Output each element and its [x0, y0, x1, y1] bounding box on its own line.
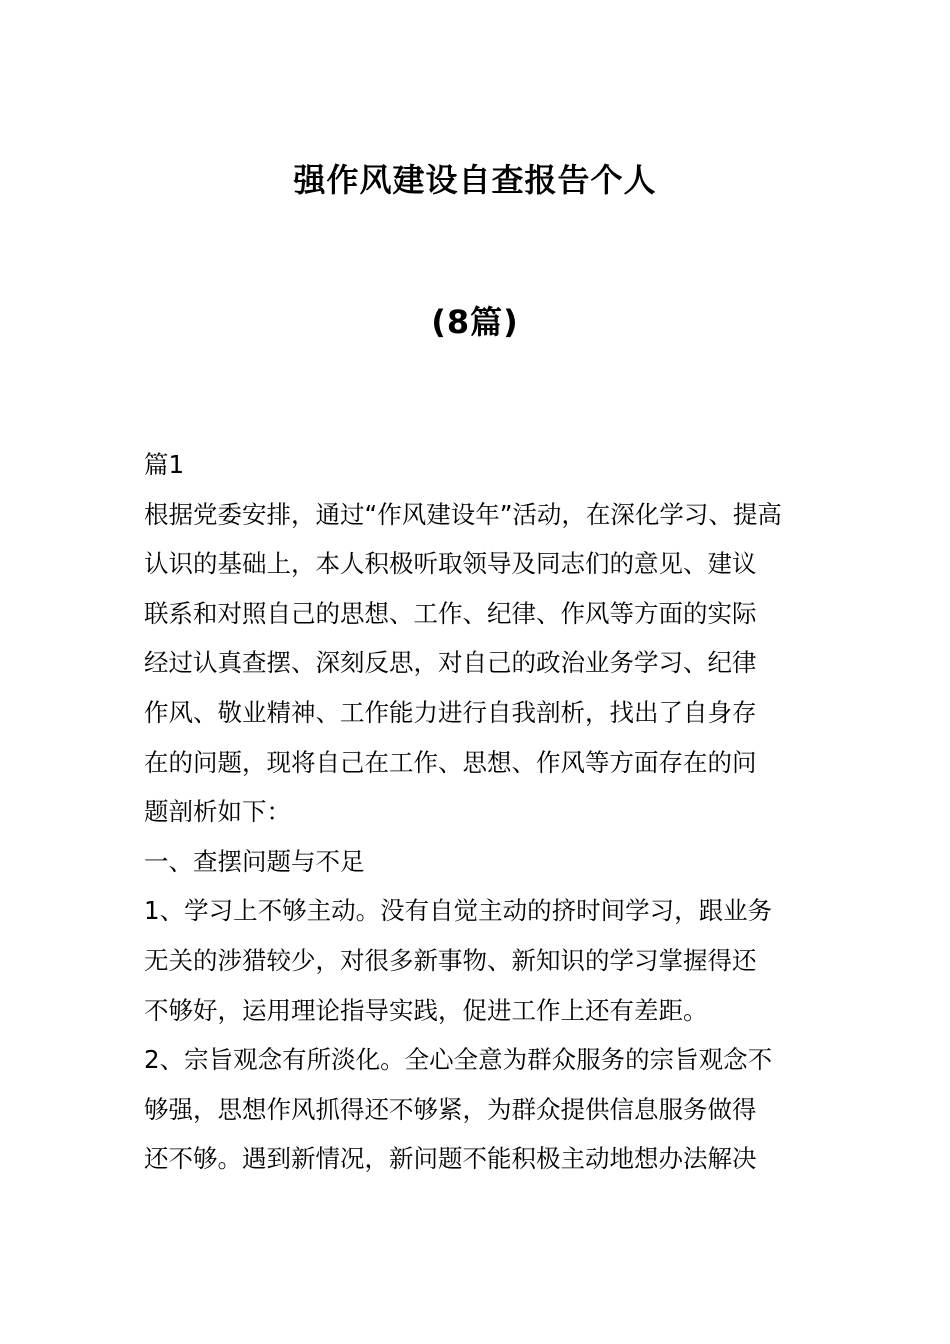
section-heading: 篇1 [144, 450, 185, 479]
document-title: 强作风建设自查报告个人 [293, 161, 657, 199]
body-line: 2、宗旨观念有所淡化。全心全意为群众服务的宗旨观念不 [144, 1045, 773, 1075]
body-line: 认识的基础上，本人积极听取领导及同志们的意见、建议 [144, 549, 757, 579]
body-line: 联系和对照自己的思想、工作、纪律、作风等方面的实际 [144, 598, 757, 628]
body-line: 作风、敬业精神、工作能力进行自我剖析，找出了自身存 [144, 697, 757, 727]
body-line: 经过认真查摆、深刻反思，对自己的政治业务学习、纪律 [144, 648, 757, 678]
document-subtitle: (8篇) [431, 303, 519, 341]
body-line: 够强，思想作风抓得还不够紧，为群众提供信息服务做得 [144, 1094, 757, 1124]
body-line: 无关的涉猎较少，对很多新事物、新知识的学习掌握得还 [144, 945, 757, 975]
body-line: 根据党委安排，通过“作风建设年”活动，在深化学习、提高 [144, 499, 782, 529]
body-line: 题剖析如下： [144, 797, 291, 827]
subsection-heading: 一、查摆问题与不足 [144, 846, 365, 876]
body-line: 在的问题，现将自己在工作、思想、作风等方面存在的问 [144, 747, 757, 777]
body-line: 还不够。遇到新情况，新问题不能积极主动地想办法解决 [144, 1144, 757, 1174]
body-line: 1、学习上不够主动。没有自觉主动的挤时间学习，跟业务 [144, 896, 773, 926]
document-body [144, 440, 808, 1184]
body-line: 不够好，运用理论指导实践，促进工作上还有差距。 [144, 995, 708, 1025]
